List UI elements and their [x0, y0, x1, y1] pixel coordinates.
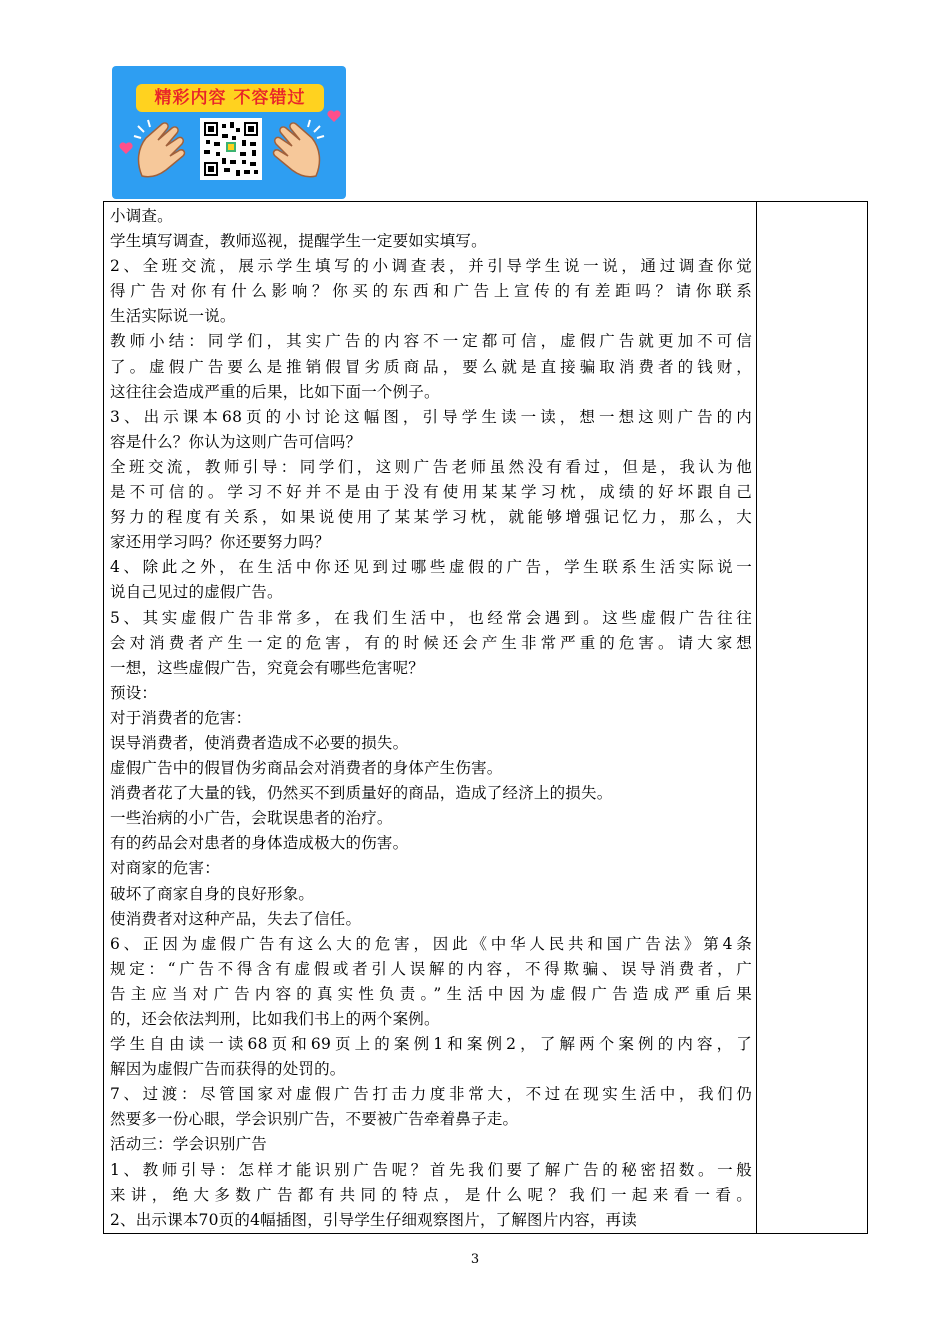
lesson-plan-table — [103, 201, 868, 1234]
body-text-line: 学生填写调查，教师巡视，提醒学生一定要如实填写。 — [110, 232, 487, 251]
body-text-line: 有的药品会对患者的身体造成极大的伤害。 — [110, 834, 409, 853]
body-text-line: 学生自由读一读68页和69页上的案例1和案例2，了解两个案例的内容，了 — [110, 1035, 752, 1054]
body-text-line: 2、全班交流，展示学生填写的小调查表，并引导学生说一说，通过调查你觉 — [110, 257, 752, 276]
promo-banner[interactable] — [112, 66, 346, 199]
body-text-line: 家还用学习吗？你还要努力吗？ — [110, 533, 330, 552]
body-text-line: 生活实际说一说。 — [110, 307, 236, 326]
body-text-line: 预设： — [110, 683, 158, 702]
heart-icon — [326, 108, 342, 124]
body-text-line: 对于消费者的危害： — [110, 708, 252, 727]
body-text-line: 对商家的危害： — [110, 859, 220, 878]
body-text-line: 小调查。 — [110, 207, 173, 225]
body-text-line: 3、出示课本68页的小讨论这幅图，引导学生读一读，想一想这则广告的内 — [110, 407, 752, 426]
body-text-line: 一些治病的小广告，会耽误患者的治疗。 — [110, 809, 393, 828]
body-text-line: 使消费者对这种产品，失去了信任。 — [110, 909, 362, 928]
body-text-line: 规定：“广告不得含有虚假或者引人误解的内容，不得欺骗、误导消费者，广 — [110, 959, 752, 978]
body-text-line: 来讲，绝大多数广告都有共同的特点，是什么呢？我们一起来看一看。 — [110, 1185, 752, 1204]
body-text-line: 说自己见过的虚假广告。 — [110, 583, 283, 602]
qr-code-icon[interactable] — [200, 118, 262, 180]
body-text-line: 努力的程度有关系，如果说使用了某某学习枕，就能够增强记忆力，那么，大 — [110, 508, 752, 527]
body-text-line: 1、教师引导：怎样才能识别广告呢？首先我们要了解广告的秘密招数。一般 — [110, 1160, 752, 1179]
body-text-line: 然要多一份心眼，学会识别广告，不要被广告牵着鼻子走。 — [110, 1110, 519, 1129]
body-text-line: 全班交流，教师引导：同学们，这则广告老师虽然没有看过，但是，我认为他 — [110, 457, 752, 476]
body-text-line: 误导消费者，使消费者造成不必要的损失。 — [110, 733, 409, 752]
clapping-hand-icon — [264, 118, 326, 180]
body-text-line: 7、过渡：尽管国家对虚假广告打击力度非常大，不过在现实生活中，我们仍 — [110, 1085, 752, 1104]
clapping-hand-icon — [132, 118, 194, 180]
page-number: 3 — [470, 1252, 480, 1267]
lesson-content-cell — [104, 202, 757, 1234]
banner-title: 精彩内容 不容错过 — [136, 84, 324, 112]
body-text-line: 5、其实虚假广告非常多，在我们生活中，也经常会遇到。这些虚假广告往往 — [110, 608, 752, 627]
body-text-line: 这往往会造成严重的后果，比如下面一个例子。 — [110, 382, 440, 401]
body-text-line: 会对消费者产生一定的危害，有的时候还会产生非常严重的危害。请大家想 — [110, 633, 752, 652]
body-text-line: 的，还会依法判刑，比如我们书上的两个案例。 — [110, 1010, 440, 1028]
body-text-line: 了。虚假广告要么是推销假冒劣质商品，要么就是直接骗取消费者的钱财， — [110, 357, 752, 376]
body-text-line: 得广告对你有什么影响？你买的东西和广告上宣传的有差距吗？请你联系 — [110, 282, 752, 301]
body-text-line: 活动三：学会识别广告 — [110, 1135, 268, 1154]
body-text-line: 解因为虚假广告而获得的处罚的。 — [110, 1060, 346, 1079]
body-text-line: 容是什么？你认为这则广告可信吗？ — [110, 432, 362, 451]
body-text-line: 一想，这些虚假广告，究竟会有哪些危害呢？ — [110, 658, 425, 677]
body-text-line: 4、除此之外，在生活中你还见到过哪些虚假的广告，学生联系生活实际说一 — [110, 558, 752, 577]
body-text-line: 6、正因为虚假广告有这么大的危害，因此《中华人民共和国广告法》第4条 — [110, 934, 752, 953]
body-text-line: 消费者花了大量的钱，仍然买不到质量好的商品，造成了经济上的损失。 — [110, 784, 613, 803]
body-text-line: 破坏了商家自身的良好形象。 — [110, 884, 315, 903]
notes-cell — [757, 202, 868, 1234]
body-text-line: 2、出示课本70页的4幅插图，引导学生仔细观察图片，了解图片内容，再读 — [110, 1210, 637, 1229]
body-text-line: 是不可信的。学习不好并不是由于没有使用某某学习枕，成绩的好坏跟自己 — [110, 483, 752, 502]
body-text-line: 告主应当对广告内容的真实性负责。”生活中因为虚假广告造成严重后果 — [110, 984, 752, 1003]
body-text-line: 虚假广告中的假冒伪劣商品会对消费者的身体产生伤害。 — [110, 759, 503, 778]
body-text-line: 教师小结：同学们，其实广告的内容不一定都可信，虚假广告就更加不可信 — [110, 332, 752, 351]
